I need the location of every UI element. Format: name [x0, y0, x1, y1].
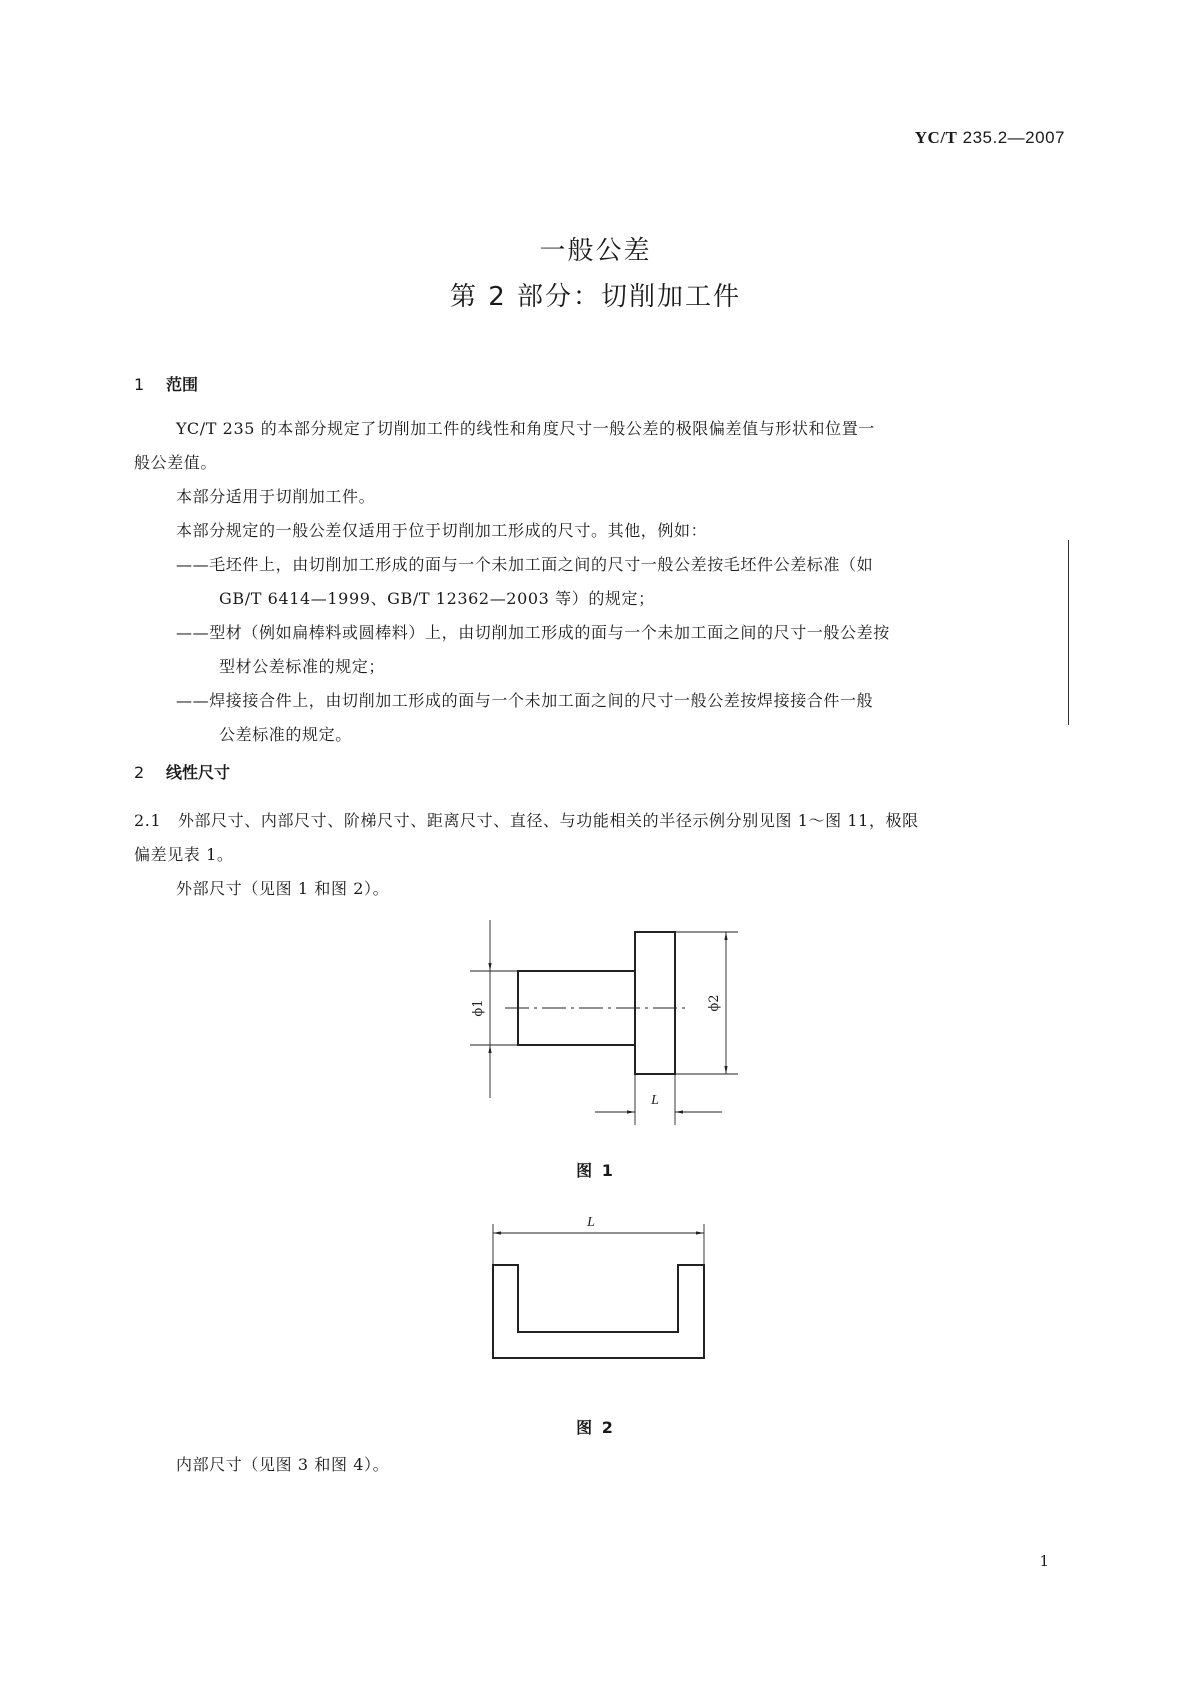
section-1-title: 范围: [166, 375, 199, 394]
scope-item2-line1: ——型材（例如扁棒料或圆棒料）上，由切削加工形成的面与一个未加工面之间的尺寸一般公差按: [176, 623, 890, 642]
section-2-title: 线性尺寸: [166, 763, 231, 782]
internal-dimensions-text: 内部尺寸（见图 3 和图 4）。: [176, 1455, 390, 1474]
scope-item3-line1: ——焊接接合件上，由切削加工形成的面与一个未加工面之间的尺寸一般公差按焊接接合件一般: [176, 691, 874, 710]
scope-item1-line1: ——毛坯件上，由切削加工形成的面与一个未加工面之间的尺寸一般公差按毛坯件公差标准（如: [176, 555, 874, 574]
scope-para3: 本部分规定的一般公差仅适用于位于切削加工形成的尺寸。其他，例如：: [176, 521, 708, 540]
scope-para1-line1: YC/T 235 的本部分规定了切削加工件的线性和角度尺寸一般公差的极限偏差值与形状和位置一: [176, 419, 875, 438]
scope-para1-line2: 般公差值。: [134, 453, 218, 472]
fig1-phi1-label: ϕ1: [471, 999, 486, 1017]
clause-2-1-line2: 偏差见表 1。: [134, 845, 234, 864]
scope-item1-line2: GB/T 6414—1999、GB/T 12362—2003 等）的规定；: [219, 589, 655, 608]
document-subtitle: 第 2 部分：切削加工件: [449, 282, 742, 312]
fig2-L-label: L: [587, 1215, 595, 1230]
fig1-phi2-label: ϕ2: [707, 994, 722, 1012]
clause-2-1-line1: 2.1 外部尺寸、内部尺寸、阶梯尺寸、距离尺寸、直径、与功能相关的半径示例分别见图 1～图 11，极限: [134, 811, 919, 830]
page-number: 1: [1039, 1552, 1049, 1570]
section-2-number: 2: [134, 763, 145, 782]
section-1-number: 1: [134, 375, 145, 394]
figure-1-drawing: [470, 920, 738, 1125]
external-dimensions-text: 外部尺寸（见图 1 和图 2）。: [176, 879, 390, 898]
figure-1-caption: 图 1: [576, 1161, 615, 1180]
fig2-channel-profile: [493, 1265, 704, 1358]
standard-code-number: 235.2—2007: [962, 128, 1065, 147]
fig1-flange: [635, 932, 675, 1074]
figure-2-caption: 图 2: [576, 1418, 615, 1437]
figure-2-drawing: [493, 1224, 704, 1358]
scope-item2-line2: 型材公差标准的规定；: [219, 657, 386, 676]
scope-item3-line2: 公差标准的规定。: [219, 725, 352, 744]
document-title: 一般公差: [539, 236, 652, 266]
scope-para2: 本部分适用于切削加工件。: [176, 487, 376, 506]
standard-code-prefix: YC/T: [914, 128, 958, 147]
fig1-L-label: L: [651, 1093, 659, 1108]
